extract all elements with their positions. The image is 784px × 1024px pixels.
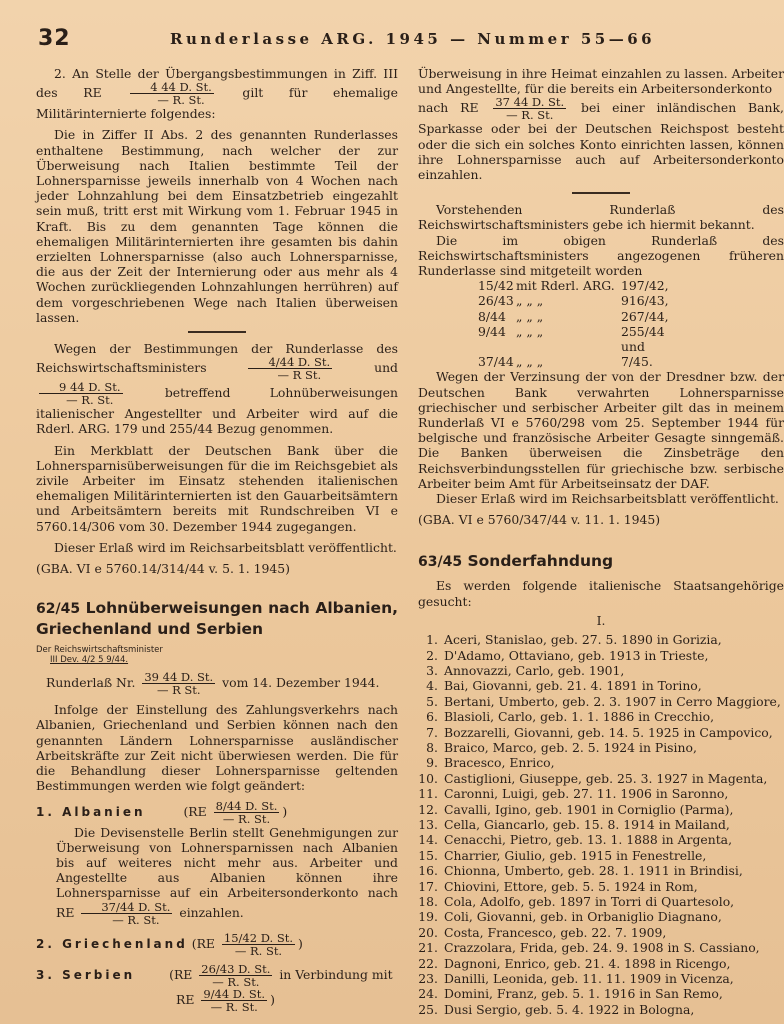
list-item bbox=[418, 848, 784, 863]
list-item-text: D'Adamo, Ottaviano, geb. 1913 in Trieste, bbox=[444, 647, 709, 663]
list-item-text: Caronni, Luigi, geb. 27. 11. 1906 in Saronno, bbox=[444, 786, 729, 802]
list-item bbox=[418, 632, 784, 647]
list-item-number: 22. bbox=[418, 955, 438, 971]
list-item bbox=[418, 771, 784, 786]
list-item-number: 15. bbox=[418, 847, 438, 863]
list-item-number: 8. bbox=[426, 739, 438, 755]
list-item-number: 18. bbox=[418, 894, 438, 909]
list-item bbox=[418, 940, 784, 955]
list-item bbox=[418, 971, 784, 986]
list-item: 2. Griechenland (RE $\frac{15/42 D. St.}{— R. St.}$ ) bbox=[36, 930, 303, 958]
list-item-text: Costa, Francesco, geb. 22. 7. 1909, bbox=[444, 924, 667, 940]
paragraph: Dieser Erlaß wird im Reichsarbeitsblatt veröffentlicht. bbox=[54, 539, 397, 555]
paragraph: Überweisung in ihre Heimat einzahlen zu lassen. Arbeiter und Angestellte, für die bereits ein Arbeitersonderkonto bbox=[418, 66, 784, 97]
paragraph: nach RE $\frac{37 44 D. St.}{— R. St.}$ bei einer inländischen Bank, Sparkasse oder bei der Deutschen Reichspost besteht oder die sich ein solches Konto einrichten lassen, können ihre Lohnersparnisse auch auf Arbeitersonderkonto einzahlen. bbox=[418, 95, 784, 183]
fraction: $\frac{8/44 D. St.}{— R. St.}$ bbox=[215, 798, 278, 826]
list-item bbox=[418, 894, 784, 909]
list-item-number: 20. bbox=[418, 924, 438, 940]
paragraph: Die im obigen Runderlaß des Reichswirtschaftsministers angezogenen früheren Runderlasse sind mitgeteilt worden bbox=[418, 232, 784, 279]
list-item bbox=[418, 678, 784, 693]
list-item-text: Bertani, Umberto, geb. 2. 3. 1907 in Cerro Maggiore, bbox=[444, 693, 781, 709]
list-item bbox=[418, 694, 784, 709]
list-item-number: 25. bbox=[418, 1001, 438, 1017]
list-item bbox=[418, 817, 784, 832]
table-row: 15/42 mit Rderl. ARG. 197/42, bbox=[478, 278, 669, 294]
list-item-number: 9. bbox=[426, 755, 438, 771]
list-item-cont: RE $\frac{9/44 D. St.}{— R. St.}$ ) bbox=[176, 986, 275, 1014]
paragraph: Die Devisenstelle Berlin stellt Genehmigungen zur Überweisung von Lohnersparnissen nach Albanien bis auf weiteres nicht mehr aus. Arbeiter und Angestellte aus Albanien können ihre Lohnersparnisse auf ein Arbeitersonderkonto nach RE $\frac{37/44 D. St.}{— R. St.}$ einzahlen. bbox=[56, 824, 398, 927]
issuer-ref: III Dev. 4/2 5 9/44. bbox=[50, 655, 129, 666]
decree-line: Runderlaß Nr. $\frac{39 44 D. St.}{\text{— R St.}}$ vom 14. Dezember 1944. bbox=[46, 670, 380, 698]
divider bbox=[572, 192, 630, 194]
section-heading: 63/45 Sonderfahndung bbox=[418, 552, 614, 571]
list-item-text: Blasioli, Carlo, geb. 1. 1. 1886 in Crecchio, bbox=[444, 709, 715, 725]
list-item bbox=[418, 786, 784, 801]
list-item bbox=[418, 832, 784, 847]
list-item-number: 13. bbox=[418, 816, 438, 832]
list-item bbox=[418, 725, 784, 740]
list-item-number: 5. bbox=[426, 693, 438, 709]
wanted-list bbox=[418, 632, 784, 1017]
list-item bbox=[418, 879, 784, 894]
list-item-number: 16. bbox=[418, 863, 438, 879]
list-item-text: Annovazzi, Carlo, geb. 1901, bbox=[444, 662, 625, 678]
list-item bbox=[418, 863, 784, 878]
list-item-text: Coli, Giovanni, geb. in Orbaniglio Diagnano, bbox=[444, 909, 722, 925]
list-item-text: Cavalli, Igino, geb. 1901 in Corniglio (Parma), bbox=[444, 801, 734, 817]
reference: (GBA. VI e 5760.14/314/44 v. 5. 1. 1945) bbox=[36, 561, 290, 577]
paragraph: Die in Ziffer II Abs. 2 des genannten Runderlasses enthaltene Bestimmung, nach welcher der zur Überweisung nach Italien bestimmte Teil der Lohnersparnisse jeweils innerhalb von 4 Wochen nach jeder Lohnzahlung bei dem Einsatzbetrieb eingezahlt sein muß, tritt erst mit Wirkung vom 1. Februar 1945 in Kraft. Bis zu dem genannten Tage können die ehemaligen Militärinternierten ihre gesamten bis dahin erzielten Lohnersparnisse (also auch Lohnersparnisse, die aus der Zeit der Internierung oder aus mehr als 4 Wochen zurückliegenden Lohnzahlungen herrühren) auf dem vorgeschriebenen Wege nach Italien überweisen lassen. bbox=[36, 127, 398, 325]
paragraph: Wegen der Verzinsung der von der Dresdner bzw. der Deutschen Bank verwahrten Lohnersparnisse griechischer und serbischer Arbeiter gilt das in meinem Runderlaß VI e 5760/298 vom 25. September 1944 für belgische und französische Arbeiter Gesagte sinngemäß. Die Banken überweisen die Zinsbeträge den Reichsverbindungsstellen für griechische bzw. serbische Arbeiter beim Amt für Arbeitseinsatz der DAF. bbox=[418, 369, 784, 491]
list-item-text: Aceri, Stanislao, geb. 27. 5. 1890 in Gorizia, bbox=[444, 632, 722, 648]
section-heading: 62/45 Lohnüberweisungen nach Albanien, Griechenland und Serbien bbox=[36, 599, 398, 639]
list-item-text: Dusi Sergio, geb. 5. 4. 1922 in Bologna, bbox=[444, 1001, 695, 1017]
list-item bbox=[418, 925, 784, 940]
list-item-number: 10. bbox=[418, 770, 438, 786]
running-title: Runderlasse ARG. 1945 — Nummer 55—66 bbox=[170, 30, 656, 48]
list-item: 1. Albanien (RE $\frac{8/44 D. St.}{— R. St.}$ ) bbox=[36, 798, 288, 826]
right-column bbox=[418, 66, 784, 1017]
list-item bbox=[418, 740, 784, 755]
list-item-number: 4. bbox=[426, 678, 438, 694]
list-item-number: 19. bbox=[418, 909, 438, 925]
list-item bbox=[418, 956, 784, 971]
fraction: $\frac{9 44 D. St.}{— R. St.}$ bbox=[39, 381, 123, 406]
paragraph: Es werden folgende italienische Staatsangehörige gesucht: bbox=[418, 578, 784, 609]
list-item-text: Bai, Giovanni, geb. 21. 4. 1891 in Torino, bbox=[444, 678, 702, 694]
fraction: $\frac{9/44 D. St.}{— R. St.}$ bbox=[203, 986, 266, 1014]
list-item bbox=[418, 648, 784, 663]
fraction: $\frac{4/44 D. St.}{\text{— R St.}}$ bbox=[248, 356, 332, 381]
list-item-text: Bozzarelli, Giovanni, geb. 14. 5. 1925 in Campovico, bbox=[444, 724, 773, 740]
list-item bbox=[418, 909, 784, 924]
issuer: Der Reichswirtschaftsminister bbox=[36, 645, 163, 656]
list-item bbox=[418, 986, 784, 1001]
paragraph: Infolge der Einstellung des Zahlungsverkehrs nach Albanien, Griechenland und Serbien können nach den genannten Ländern Lohnersparnisse ausländischer Arbeitskräfte zur Zeit nicht überwiesen werden. Die für die Behandlung dieser Lohnersparnisse geltenden Bestimmungen werden wie folgt geändert: bbox=[36, 702, 398, 794]
table-row: 8/44 „ „ „ 267/44, bbox=[478, 308, 669, 324]
list-item bbox=[418, 709, 784, 724]
roman-numeral: I. bbox=[596, 612, 606, 628]
list-item-number: 1. bbox=[426, 632, 438, 648]
list-item bbox=[418, 802, 784, 817]
list-item: 3. Serbien (RE $\frac{26/43 D. St.}{— R. St.}$ in Verbindung mit bbox=[36, 961, 393, 989]
list-item-text: Cenacchi, Pietro, geb. 13. 1. 1888 in Argenta, bbox=[444, 832, 733, 848]
list-item-text: Chiovini, Ettore, geb. 5. 5. 1924 in Rom, bbox=[444, 878, 698, 894]
list-item-number: 21. bbox=[418, 940, 438, 956]
list-item-number: 24. bbox=[418, 986, 438, 1002]
list-item-number: 11. bbox=[418, 786, 438, 802]
paragraph: Vorstehenden Runderlaß des Reichswirtschaftsministers gebe ich hiermit bekannt. bbox=[418, 202, 784, 233]
list-item bbox=[418, 755, 784, 770]
list-item-text: Crazzolara, Frida, geb. 24. 9. 1908 in S. Cassiano, bbox=[444, 940, 760, 956]
page-number: 32 bbox=[38, 26, 71, 51]
fraction: $\frac{26/43 D. St.}{— R. St.}$ bbox=[201, 961, 271, 989]
list-item-number: 12. bbox=[418, 801, 438, 817]
reference: (GBA. VI e 5760/347/44 v. 11. 1. 1945) bbox=[418, 512, 661, 528]
divider bbox=[188, 331, 246, 333]
table-row: 9/44 „ „ „ 255/44 und bbox=[478, 323, 665, 355]
list-item bbox=[418, 1002, 784, 1017]
list-item-number: 7. bbox=[426, 724, 438, 740]
list-item-text: Domini, Franz, geb. 5. 1. 1916 in San Remo, bbox=[444, 986, 723, 1002]
list-item-number: 6. bbox=[426, 709, 438, 725]
left-column bbox=[36, 66, 398, 1013]
table-row: 37/44 „ „ „ 7/45. bbox=[478, 354, 653, 370]
reference-table bbox=[478, 278, 784, 369]
paragraph: 2. An Stelle der Übergangsbestimmungen in Ziff. III des RE $\frac{4 44 D. St.}{— R. St.}$ gilt für ehemalige Militärinternierte folgendes: bbox=[36, 66, 398, 122]
fraction: $\frac{37/44 D. St.}{— R. St.}$ bbox=[81, 901, 172, 926]
list-item-number: 14. bbox=[418, 832, 438, 848]
page-header bbox=[0, 26, 784, 56]
table-row: 26/43 „ „ „ 916/43, bbox=[478, 293, 669, 309]
paragraph: Dieser Erlaß wird im Reichsarbeitsblatt veröffentlicht. bbox=[436, 491, 779, 507]
list-item-text: Bracesco, Enrico, bbox=[444, 755, 555, 771]
paragraph: Wegen der Bestimmungen der Runderlasse des Reichswirtschaftsministers $\frac{4/44 D. St.}{\text{— R St.}}$ und $\frac{9 44 D. St.}{— R. St.}$ betreffend Lohnüberweisungen italienischer Angestellter und Arbeiter wird auf die Rderl. ARG. 179 und 255/44 Bezug genommen. bbox=[36, 341, 398, 437]
list-item-number: 2. bbox=[426, 647, 438, 663]
fraction: $\frac{37 44 D. St.}{— R. St.}$ bbox=[495, 95, 565, 123]
fraction: $\frac{39 44 D. St.}{\text{— R St.}}$ bbox=[144, 670, 214, 698]
list-item-text: Chionna, Umberto, geb. 28. 1. 1911 in Brindisi, bbox=[444, 863, 743, 879]
paragraph: Ein Merkblatt der Deutschen Bank über die Lohnersparnisüberweisungen für die im Reichsgebiet als zivile Arbeiter im Einsatz stehenden italienischen ehemaligen Militärinternierten ist den Gauarbeitsämtern und Arbeitsämtern bereits mit Rundschreiben VI e 5760.14/306 vom 30. Dezember 1944 zugegangen. bbox=[36, 442, 398, 534]
list-item-text: Cella, Giancarlo, geb. 15. 8. 1914 in Mailand, bbox=[444, 816, 730, 832]
list-item-number: 17. bbox=[418, 878, 438, 894]
fraction: $\frac{4 44 D. St.}{— R. St.}$ bbox=[130, 81, 214, 106]
list-item-text: Braico, Marco, geb. 2. 5. 1924 in Pisino, bbox=[444, 739, 697, 755]
list-item-text: Castiglioni, Giuseppe, geb. 25. 3. 1927 in Magenta, bbox=[444, 770, 768, 786]
list-item-number: 23. bbox=[418, 971, 438, 987]
list-item-text: Danilli, Leonida, geb. 11. 11. 1909 in Vicenza, bbox=[444, 971, 734, 987]
list-item-text: Cola, Adolfo, geb. 1897 in Torri di Quartesolo, bbox=[444, 894, 735, 909]
list-item bbox=[418, 663, 784, 678]
list-item-text: Charrier, Giulio, geb. 1915 in Fenestrelle, bbox=[444, 847, 707, 863]
list-item-text: Dagnoni, Enrico, geb. 21. 4. 1898 in Ricengo, bbox=[444, 955, 731, 971]
fraction: $\frac{15/42 D. St.}{— R. St.}$ bbox=[223, 930, 293, 958]
list-item-number: 3. bbox=[426, 662, 438, 678]
